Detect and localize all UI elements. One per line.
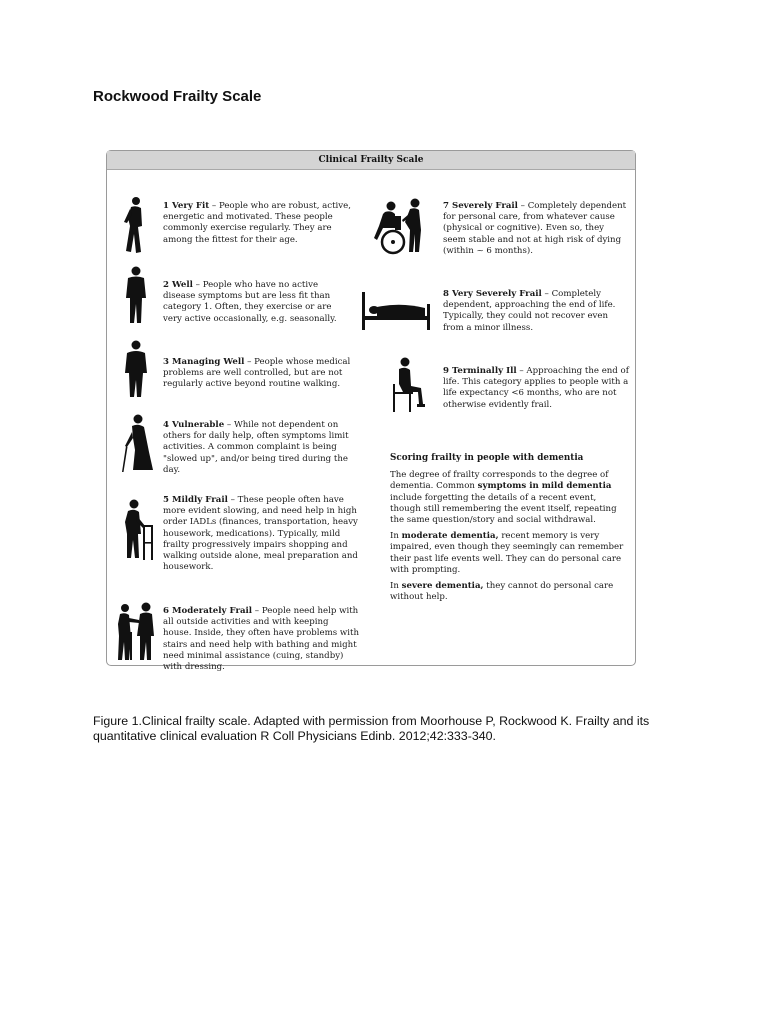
figure-caption: Figure 1.Clinical frailty scale. Adapted with permission from Moorhouse P, Rockwood K. Frailty and its quantitative clinical evaluation R Coll Physicians Edinb. 2012;42:333-340. (93, 714, 650, 743)
entry-title: 1 Very Fit (163, 201, 210, 211)
entry-title: 5 Mildly Frail (163, 495, 228, 505)
person-with-cane-icon (119, 414, 155, 474)
entry-title: 7 Severely Frail (443, 201, 518, 211)
walking-person-icon (121, 196, 149, 256)
entry-title: 9 Terminally Ill (443, 366, 517, 376)
entry-title: 8 Very Severely Frail (443, 289, 542, 299)
assisted-walking-icon (115, 602, 159, 664)
entry-description: Completely dependent for personal care, from whatever cause (physical or cognitive). Even so, they seem stable and not at high risk of dying (within ~ 6 months). (443, 201, 627, 256)
bedridden-person-icon (361, 288, 433, 332)
entry-description: People who are robust, active, energetic and motivated. These people commonly exercise regularly. They are among the fittest for their age. (163, 201, 351, 245)
dementia-heading: Scoring frailty in people with dementia (390, 453, 584, 463)
entry-description: People need help with all outside activities and with keeping house. Inside, they often have problems with stairs and need help with bathing and might need minimal assistance (cuing, standby) with dressing. (163, 606, 359, 673)
entry-description: Approaching the end of life. This category applies to people with a life expectancy <6 months, who are not otherwise evidently frail. (443, 366, 629, 410)
dementia-paragraph-2: In moderate dementia, recent memory is very impaired, even though they seemingly can remember their past life events well. They can do personal care with prompting. (390, 531, 624, 575)
standing-person-icon (121, 266, 151, 326)
figure-header: Clinical Frailty Scale (107, 151, 635, 170)
person-with-walker-icon (119, 498, 155, 562)
entry-title: 4 Vulnerable (163, 420, 225, 430)
clinical-frailty-scale-figure: Clinical Frailty Scale 1 Very Fit – People who are robust, active, energetic and motivated. These people commonly exercise regularly. They are among the fittest for their age. 2 Well – People who have no active disease symptoms but are less fit than category 1. Often, they exercise or are very active occasionally, e.g. seasonally. 3 Managing Well – People whose medical problems are well controlled, but are not regularly active beyond routine walking. 4 Vulnerable – While not dependent on others for daily help, often symptoms limit activities. A common complaint is being "slowed up", and/or being tired during the day. 5 Mildly Frail – These people often have more evident slowing, and need help in high order IADLs (finances, transportation, heavy housework, medications). Typically, mild frailty progressively impairs shopping and walking outside alone, meal preparation and housework. 6 Moderately Frail – People need help with all outside activities and with keeping house. Inside, they often have problems with stairs and need help with bathing and might need minimal assistance (cuing, standby) with dressing. 7 Severely Frail – Completely dependent for personal care, from whatever cause (physical or cognitive). Even so, they seem stable and not at high risk of dying (within ~ 6 months). 8 Very Severely Frail – Completely dependent, approaching the end of life. Typically, they could not recover even from a minor illness. 9 Terminally Ill – Approaching the end of life. This category applies to people with a life expectancy <6 months, who are not otherwise evidently frail. Scoring frailty in people with dementia The degree of frailty corresponds to the degree of dementia. Common symptoms in mild dementia include forgetting the details of a recent event, though still remembering the event itself, repeating the same question/story and social withdrawal. In moderate dementia, recent memory is very impaired, even though they seemingly can remember their past life events well. They can do personal care with prompting. In severe dementia, they cannot do personal care without help. (106, 150, 636, 666)
entry-description: Completely dependent, approaching the end of life. Typically, they could not recover even from a minor illness. (443, 289, 616, 333)
standing-heavy-person-icon (121, 340, 151, 400)
entry-title: 2 Well (163, 280, 193, 290)
entry-description: These people often have more evident slowing, and need help in high order IADLs (finances, transportation, heavy housework, medications). Typically, mild frailty progressively impairs shopping and walking outside alone, meal preparation and housework. (163, 495, 358, 573)
dementia-paragraph-3: In severe dementia, they cannot do personal care without help. (390, 581, 614, 603)
page-title: Rockwood Frailty Scale (93, 88, 262, 105)
dementia-paragraph-1: The degree of frailty corresponds to the degree of dementia. Common symptoms in mild dementia include forgetting the details of a recent event, though still remembering the event itself, repeating the same question/story and social withdrawal. (390, 470, 617, 526)
entry-description: While not dependent on others for daily help, often symptoms limit activities. A common complaint is being "slowed up", and/or being tired during the day. (163, 420, 349, 475)
wheelchair-icon (365, 198, 431, 256)
seated-person-icon (389, 356, 429, 414)
entry-title: 3 Managing Well (163, 357, 245, 367)
entry-description: People whose medical problems are well controlled, but are not regularly active beyond routine walking. (163, 357, 351, 390)
entry-description: People who have no active disease symptoms but are less fit than category 1. Often, they exercise or are very active occasionally, e.g. seasonally. (163, 280, 337, 324)
dementia-section (390, 453, 626, 608)
entry-title: 6 Moderately Frail (163, 606, 253, 616)
